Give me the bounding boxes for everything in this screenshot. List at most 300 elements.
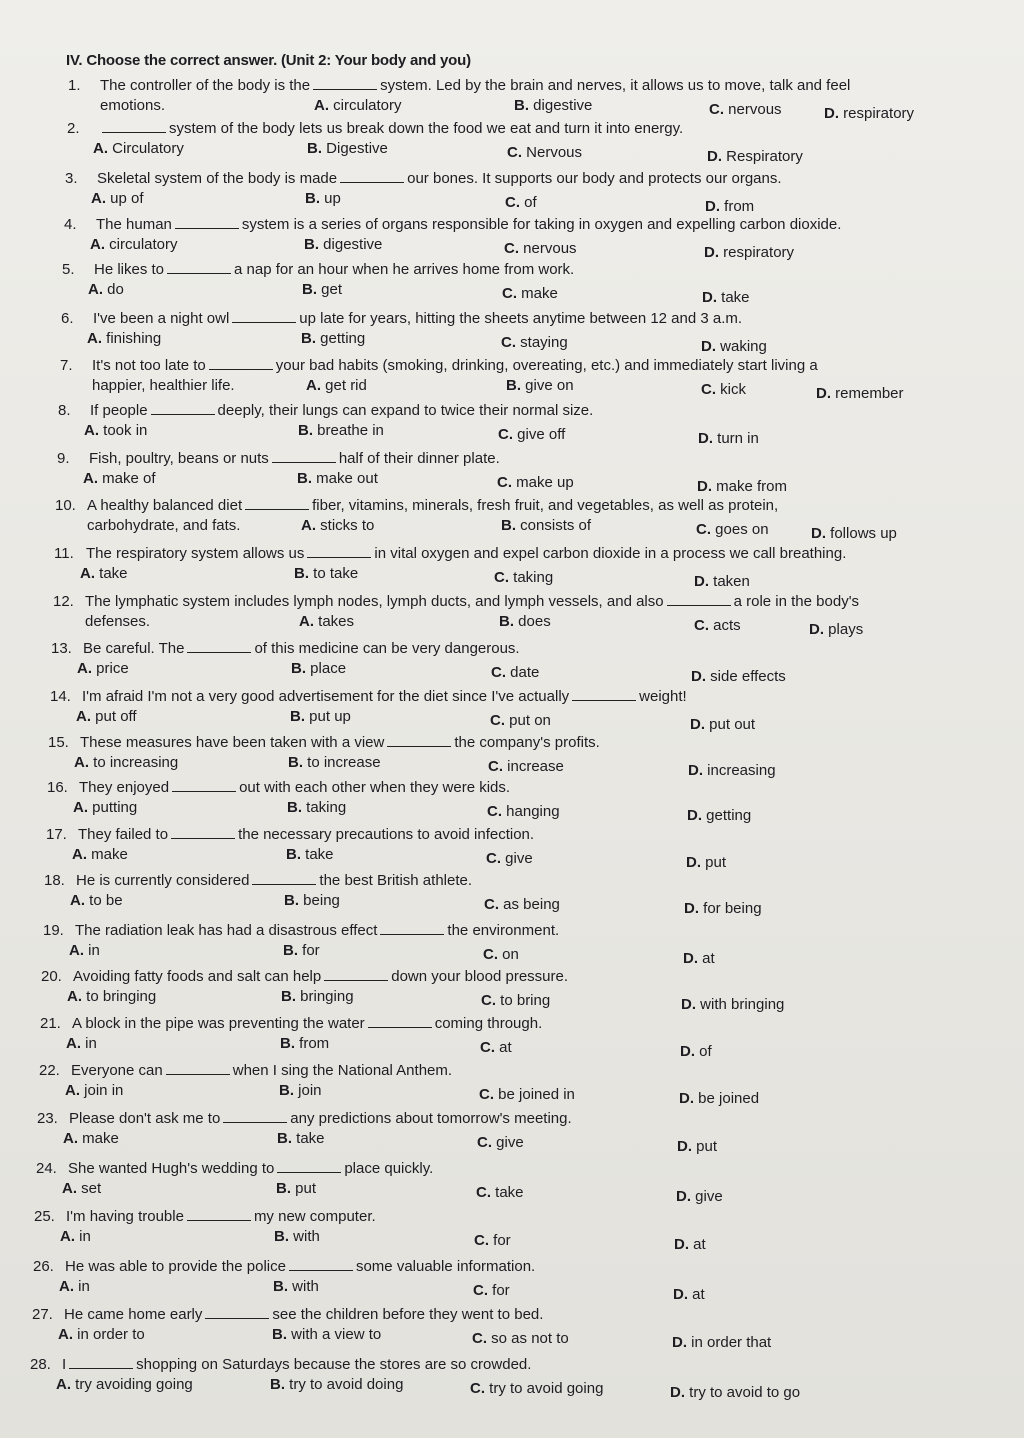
question-text-after: your bad habits (smoking, drinking, overeating, etc.) and immediately start living a — [275, 357, 818, 374]
question-stem — [48, 734, 600, 752]
answer-option-d[interactable] — [686, 854, 726, 872]
option-text: give — [505, 850, 533, 867]
option-label: C. — [701, 381, 721, 398]
option-label: D. — [809, 621, 829, 638]
answer-option-a[interactable] — [62, 1180, 101, 1198]
answer-blank[interactable] — [245, 497, 309, 510]
answer-blank[interactable] — [205, 1306, 269, 1319]
option-text: date — [510, 664, 540, 681]
option-text: so as not to — [491, 1330, 569, 1347]
option-text: try to avoid to go — [689, 1384, 801, 1401]
option-text: remember — [835, 385, 904, 402]
answer-blank[interactable] — [187, 1208, 251, 1221]
answer-option-d[interactable] — [691, 668, 786, 686]
answer-option-d[interactable] — [679, 1090, 759, 1108]
option-text: get rid — [325, 377, 367, 394]
option-label: B. — [280, 1035, 300, 1052]
option-text: increase — [507, 758, 564, 775]
question-number: 19. — [43, 922, 64, 939]
option-text: bringing — [300, 988, 354, 1005]
answer-option-d[interactable] — [687, 807, 751, 825]
answer-option-a[interactable] — [90, 236, 178, 254]
option-text: putting — [92, 799, 138, 816]
answer-blank[interactable] — [166, 1062, 230, 1075]
option-text: make — [91, 846, 128, 863]
question-stem — [50, 688, 687, 706]
option-text: acts — [713, 617, 741, 634]
answer-option-b[interactable] — [297, 470, 378, 488]
answer-option-d[interactable] — [702, 289, 750, 307]
option-text: try avoiding going — [75, 1376, 193, 1393]
option-text: Digestive — [326, 140, 388, 157]
option-label: B. — [279, 1082, 299, 1099]
question-stem — [65, 170, 782, 188]
answer-option-c[interactable] — [696, 521, 769, 539]
question-text-before: A block in the pipe was preventing the water — [72, 1015, 365, 1032]
answer-option-d[interactable] — [704, 244, 794, 262]
question-text-after: up late for years, hitting the sheets anytime between 12 and 3 a.m. — [299, 310, 743, 327]
option-text: make — [521, 285, 558, 302]
answer-option-a[interactable] — [93, 140, 184, 158]
answer-option-a[interactable] — [73, 799, 137, 817]
question-number: 5. — [62, 261, 75, 278]
answer-option-b[interactable] — [307, 140, 388, 158]
answer-option-c[interactable] — [473, 1282, 510, 1300]
answer-blank[interactable] — [277, 1160, 341, 1173]
question-text-continued: carbohydrate, and fats. — [87, 517, 241, 534]
option-label: B. — [274, 1228, 294, 1245]
answer-option-b[interactable] — [506, 377, 574, 395]
option-label: B. — [272, 1326, 292, 1343]
answer-option-c[interactable] — [497, 474, 574, 492]
answer-option-d[interactable] — [705, 198, 754, 216]
question-text-after: place quickly. — [344, 1160, 434, 1177]
answer-option-a[interactable] — [77, 660, 129, 678]
question-number: 10. — [55, 497, 76, 514]
question-text-before: If people — [90, 402, 148, 419]
option-text: put up — [309, 708, 351, 725]
answer-blank[interactable] — [252, 872, 316, 885]
answer-option-d[interactable] — [694, 573, 750, 591]
answer-option-a[interactable] — [80, 565, 128, 583]
answer-blank[interactable] — [232, 310, 296, 323]
option-label: C. — [501, 334, 521, 351]
question-number: 20. — [41, 968, 62, 985]
option-label: A. — [83, 470, 103, 487]
question-number: 27. — [32, 1306, 53, 1323]
question-number: 22. — [39, 1062, 60, 1079]
option-label: D. — [707, 148, 727, 165]
answer-option-b[interactable] — [288, 754, 381, 772]
option-label: C. — [694, 617, 714, 634]
answer-blank[interactable] — [171, 826, 235, 839]
answer-option-a[interactable] — [83, 470, 156, 488]
option-label: B. — [286, 846, 306, 863]
question-text-after: the best British athlete. — [319, 872, 473, 889]
option-label: B. — [301, 330, 321, 347]
answer-blank[interactable] — [340, 170, 404, 183]
option-text: circulatory — [109, 236, 178, 253]
option-text: took in — [103, 422, 148, 439]
question-text-before: He came home early — [64, 1306, 203, 1323]
option-text: price — [96, 660, 129, 677]
answer-option-c[interactable] — [483, 946, 519, 964]
option-text: plays — [828, 621, 864, 638]
answer-option-a[interactable] — [56, 1376, 193, 1394]
option-label: D. — [684, 900, 704, 917]
option-label: D. — [674, 1236, 694, 1253]
question-text-before: He was able to provide the police — [65, 1258, 286, 1275]
question-stem — [57, 450, 500, 468]
answer-option-a[interactable] — [76, 708, 137, 726]
option-label: B. — [284, 892, 304, 909]
option-label: A. — [59, 1278, 79, 1295]
option-text: at — [693, 1236, 706, 1253]
option-label: C. — [488, 758, 508, 775]
option-text: to increase — [307, 754, 381, 771]
answer-option-b[interactable] — [286, 846, 334, 864]
answer-option-b[interactable] — [501, 517, 591, 535]
answer-option-d[interactable] — [707, 148, 803, 166]
answer-option-d[interactable] — [673, 1286, 705, 1304]
question-text-after: system. Led by the brain and nerves, it allows us to move, talk and feel — [380, 77, 851, 94]
answer-blank[interactable] — [387, 734, 451, 747]
option-text: join in — [84, 1082, 124, 1099]
option-label: B. — [307, 140, 327, 157]
option-text: for — [492, 1282, 510, 1299]
answer-option-b[interactable] — [304, 236, 382, 254]
option-label: A. — [84, 422, 104, 439]
option-label: C. — [696, 521, 716, 538]
option-label: B. — [270, 1376, 290, 1393]
answer-option-a[interactable] — [67, 988, 156, 1006]
answer-option-c[interactable] — [484, 896, 560, 914]
option-label: C. — [502, 285, 522, 302]
option-text: Circulatory — [112, 140, 184, 157]
option-text: to bring — [500, 992, 551, 1009]
answer-option-b[interactable] — [274, 1228, 320, 1246]
option-label: B. — [514, 97, 534, 114]
answer-option-a[interactable] — [65, 1082, 123, 1100]
question-stem — [30, 1356, 531, 1374]
question-text-before: I've been a night owl — [93, 310, 230, 327]
question-text-before: Avoiding fatty foods and salt can help — [73, 968, 322, 985]
option-label: C. — [477, 1134, 497, 1151]
question-stem — [64, 216, 841, 234]
answer-option-b[interactable] — [270, 1376, 403, 1394]
option-text: make up — [516, 474, 574, 491]
question-text-after: any predictions about tomorrow's meeting. — [290, 1110, 572, 1127]
question-text-after: my new computer. — [253, 1208, 376, 1225]
question-stem — [39, 1062, 452, 1080]
option-label: D. — [681, 996, 701, 1013]
answer-option-b[interactable] — [290, 708, 351, 726]
answer-option-d[interactable] — [684, 900, 762, 918]
option-label: D. — [824, 105, 844, 122]
option-label: D. — [694, 573, 714, 590]
answer-option-b[interactable] — [305, 190, 341, 208]
answer-option-d[interactable] — [676, 1188, 723, 1206]
option-label: C. — [484, 896, 504, 913]
answer-option-d[interactable] — [674, 1236, 706, 1254]
answer-option-b[interactable] — [301, 330, 365, 348]
answer-blank[interactable] — [289, 1258, 353, 1271]
answer-option-b[interactable] — [514, 97, 592, 115]
answer-option-c[interactable] — [480, 1039, 512, 1057]
question-text-after: some valuable information. — [355, 1258, 536, 1275]
answer-option-d[interactable] — [698, 430, 759, 448]
answer-option-d[interactable] — [697, 478, 787, 496]
option-text: put — [696, 1138, 718, 1155]
answer-option-d[interactable] — [681, 996, 784, 1014]
option-label: A. — [56, 1376, 76, 1393]
option-label: C. — [507, 144, 527, 161]
option-label: C. — [480, 1039, 500, 1056]
option-label: D. — [686, 854, 706, 871]
option-label: B. — [273, 1278, 293, 1295]
answer-option-d[interactable] — [816, 385, 904, 403]
answer-blank[interactable] — [172, 779, 236, 792]
option-text: give off — [517, 426, 566, 443]
option-label: D. — [705, 198, 725, 215]
answer-option-c[interactable] — [472, 1330, 569, 1348]
option-text: with a view to — [291, 1326, 382, 1343]
question-stem — [55, 497, 778, 515]
option-text: turn in — [717, 430, 759, 447]
answer-option-a[interactable] — [84, 422, 147, 440]
question-number: 7. — [60, 357, 73, 374]
answer-option-b[interactable] — [272, 1326, 381, 1344]
answer-option-a[interactable] — [69, 942, 100, 960]
answer-option-d[interactable] — [680, 1043, 712, 1061]
answer-option-a[interactable] — [306, 377, 367, 395]
answer-blank[interactable] — [667, 593, 731, 606]
option-label: A. — [63, 1130, 83, 1147]
answer-option-a[interactable] — [70, 892, 123, 910]
answer-option-b[interactable] — [281, 988, 354, 1006]
answer-option-c[interactable] — [498, 426, 565, 444]
option-label: D. — [687, 807, 707, 824]
question-text-before: Be careful. The — [83, 640, 185, 657]
option-label: A. — [73, 799, 93, 816]
option-label: C. — [498, 426, 518, 443]
answer-option-a[interactable] — [58, 1326, 145, 1344]
option-text: for being — [703, 900, 762, 917]
question-number: 2. — [67, 120, 80, 137]
option-text: in — [79, 1228, 91, 1245]
question-text-after: a role in the body's — [733, 593, 860, 610]
answer-option-a[interactable] — [88, 281, 124, 299]
question-stem — [44, 872, 472, 890]
option-label: C. — [491, 664, 511, 681]
answer-blank[interactable] — [572, 688, 636, 701]
answer-option-d[interactable] — [824, 105, 914, 123]
answer-blank[interactable] — [324, 968, 388, 981]
answer-option-d[interactable] — [670, 1384, 800, 1402]
answer-option-b[interactable] — [294, 565, 358, 583]
answer-option-d[interactable] — [690, 716, 755, 734]
option-label: A. — [70, 892, 90, 909]
answer-option-d[interactable] — [683, 950, 715, 968]
answer-option-b[interactable] — [273, 1278, 319, 1296]
answer-option-b[interactable] — [298, 422, 384, 440]
answer-option-c[interactable] — [494, 569, 553, 587]
option-label: C. — [504, 240, 524, 257]
answer-option-c[interactable] — [476, 1184, 524, 1202]
answer-blank[interactable] — [102, 120, 166, 133]
question-text-after: system of the body lets us break down the food we eat and turn it into energy. — [169, 120, 684, 137]
answer-blank[interactable] — [175, 216, 239, 229]
answer-option-a[interactable] — [63, 1130, 119, 1148]
answer-option-a[interactable] — [72, 846, 128, 864]
answer-option-b[interactable] — [302, 281, 342, 299]
option-text: goes on — [715, 521, 769, 538]
answer-option-c[interactable] — [502, 285, 558, 303]
option-text: up — [324, 190, 341, 207]
answer-option-d[interactable] — [811, 525, 897, 543]
answer-option-a[interactable] — [91, 190, 144, 208]
question-stem — [51, 640, 520, 658]
question-text-after: our bones. It supports our body and protects our organs. — [407, 170, 782, 187]
answer-blank[interactable] — [223, 1110, 287, 1123]
answer-option-b[interactable] — [287, 799, 346, 817]
option-label: C. — [490, 712, 510, 729]
answer-option-a[interactable] — [74, 754, 178, 772]
option-label: D. — [701, 338, 721, 355]
answer-option-a[interactable] — [314, 97, 402, 115]
question-number: 28. — [30, 1356, 51, 1373]
answer-blank[interactable] — [272, 450, 336, 463]
answer-option-c[interactable] — [479, 1086, 575, 1104]
question-number: 11. — [54, 545, 74, 562]
option-label: D. — [673, 1286, 693, 1303]
answer-option-c[interactable] — [470, 1380, 603, 1398]
question-text-before: I — [62, 1356, 67, 1373]
answer-blank[interactable] — [380, 922, 444, 935]
question-text-before: I'm having trouble — [66, 1208, 184, 1225]
option-label: C. — [483, 946, 503, 963]
answer-option-d[interactable] — [809, 621, 863, 639]
option-text: to bringing — [86, 988, 157, 1005]
option-label: A. — [77, 660, 97, 677]
answer-option-a[interactable] — [60, 1228, 91, 1246]
answer-blank[interactable] — [151, 402, 215, 415]
option-label: A. — [91, 190, 111, 207]
question-stem — [54, 545, 846, 563]
option-label: D. — [680, 1043, 700, 1060]
option-text: taking — [513, 569, 554, 586]
answer-option-c[interactable] — [694, 617, 741, 635]
option-label: B. — [276, 1180, 296, 1197]
answer-option-c[interactable] — [488, 758, 564, 776]
answer-option-a[interactable] — [87, 330, 161, 348]
answer-option-a[interactable] — [299, 613, 354, 631]
option-text: set — [81, 1180, 102, 1197]
answer-blank[interactable] — [187, 640, 251, 653]
question-stem — [37, 1110, 572, 1128]
answer-option-a[interactable] — [66, 1035, 97, 1053]
question-number: 13. — [51, 640, 72, 657]
question-text-continued: emotions. — [100, 97, 166, 114]
answer-option-b[interactable] — [277, 1130, 325, 1148]
answer-option-b[interactable] — [276, 1180, 316, 1198]
option-label: D. — [677, 1138, 697, 1155]
question-stem — [36, 1160, 433, 1178]
option-text: put — [295, 1180, 317, 1197]
option-text: hanging — [506, 803, 560, 820]
answer-blank[interactable] — [69, 1356, 133, 1369]
option-label: C. — [487, 803, 507, 820]
answer-option-b[interactable] — [283, 942, 320, 960]
option-label: B. — [283, 942, 303, 959]
question-text-after: deeply, their lungs can expand to twice their normal size. — [217, 402, 594, 419]
question-text-after: in vital oxygen and expel carbon dioxide in a process we call breathing. — [374, 545, 847, 562]
answer-option-d[interactable] — [672, 1334, 771, 1352]
answer-option-c[interactable] — [490, 712, 551, 730]
answer-option-b[interactable] — [291, 660, 346, 678]
answer-option-b[interactable] — [499, 613, 551, 631]
answer-option-a[interactable] — [59, 1278, 90, 1296]
option-label: B. — [297, 470, 317, 487]
question-stem — [58, 402, 593, 420]
option-text: to increasing — [93, 754, 179, 771]
answer-blank[interactable] — [209, 357, 273, 370]
option-label: C. — [486, 850, 506, 867]
question-number: 6. — [61, 310, 74, 327]
option-label: B. — [499, 613, 519, 630]
option-text: with bringing — [700, 996, 785, 1013]
question-number: 1. — [68, 77, 81, 94]
answer-option-c[interactable] — [701, 381, 746, 399]
option-label: A. — [72, 846, 92, 863]
question-number: 24. — [36, 1160, 57, 1177]
answer-option-c[interactable] — [505, 194, 537, 212]
answer-option-c[interactable] — [504, 240, 577, 258]
option-text: does — [518, 613, 551, 630]
question-number: 21. — [40, 1015, 61, 1032]
question-stem — [32, 1306, 543, 1324]
answer-option-a[interactable] — [301, 517, 374, 535]
answer-option-b[interactable] — [280, 1035, 329, 1053]
answer-option-b[interactable] — [279, 1082, 322, 1100]
question-stem — [43, 922, 559, 940]
question-text-after: the company's profits. — [454, 734, 600, 751]
answer-option-c[interactable] — [486, 850, 533, 868]
option-text: taken — [713, 573, 750, 590]
answer-option-d[interactable] — [677, 1138, 717, 1156]
option-text: put on — [509, 712, 551, 729]
answer-blank[interactable] — [368, 1015, 432, 1028]
answer-option-c[interactable] — [474, 1232, 511, 1250]
option-text: get — [321, 281, 343, 298]
answer-blank[interactable] — [313, 77, 377, 90]
option-text: give on — [525, 377, 574, 394]
answer-option-c[interactable] — [501, 334, 568, 352]
answer-option-c[interactable] — [507, 144, 582, 162]
answer-option-c[interactable] — [491, 664, 539, 682]
option-text: at — [499, 1039, 512, 1056]
answer-option-d[interactable] — [701, 338, 767, 356]
answer-option-c[interactable] — [487, 803, 560, 821]
answer-option-c[interactable] — [481, 992, 550, 1010]
question-stem — [67, 120, 683, 138]
answer-option-d[interactable] — [688, 762, 776, 780]
answer-blank[interactable] — [307, 545, 371, 558]
answer-blank[interactable] — [167, 261, 231, 274]
answer-option-b[interactable] — [284, 892, 340, 910]
answer-option-c[interactable] — [477, 1134, 524, 1152]
answer-option-c[interactable] — [709, 101, 782, 119]
